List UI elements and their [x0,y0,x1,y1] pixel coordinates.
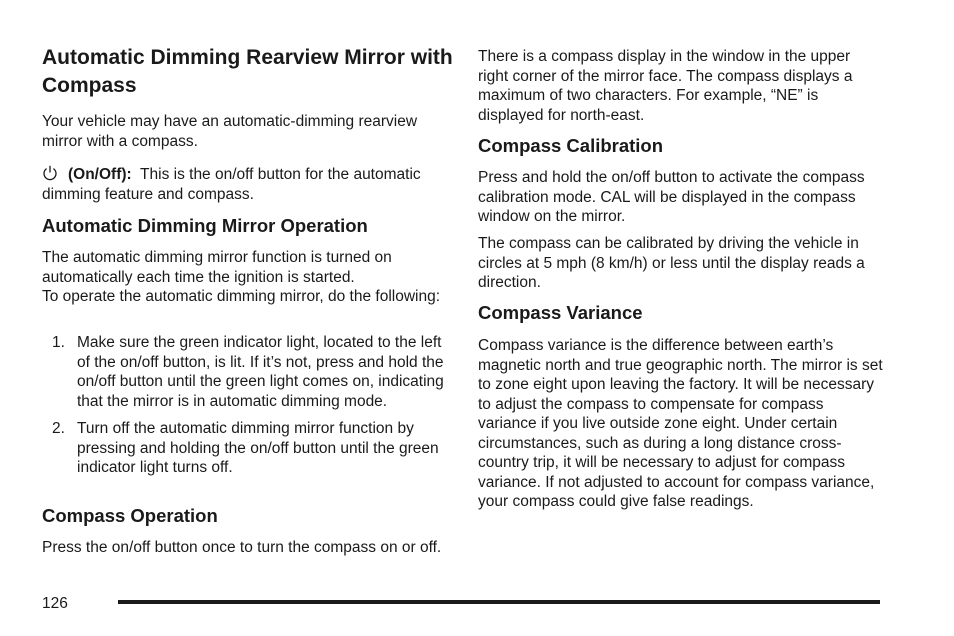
power-icon [42,165,58,181]
onoff-paragraph [42,165,450,204]
calibration-paragraph-1: Press and hold the on/off button to activate the compass calibration mode. CAL will be displayed in the compass window on the mirror. [478,169,865,225]
intro-paragraph: Your vehicle may have an automatic-dimming rearview mirror with a compass. [42,113,418,150]
page-title: Automatic Dimming Rearview Mirror with Compass [42,46,453,97]
onoff-text: This is the on/off button for the automatic dimming feature and compass. [42,166,421,203]
section-heading-compass-calibration: Compass Calibration [478,135,664,156]
section-heading-compass-variance: Compass Variance [478,302,643,323]
mirror-operation-paragraph: The automatic dimming mirror function is turned on automatically each time the ignition is started. [42,249,392,286]
section-heading-mirror-operation: Automatic Dimming Mirror Operation [42,215,368,236]
compass-operation-paragraph: Press the on/off button once to turn the compass on or off. [42,539,442,556]
variance-paragraph: Compass variance is the difference between earth’s magnetic north and true geographic north. The mirror is set to zone eight upon leaving the factory. It will be necessary to adjust the compass to compensate for compass variance if you live outside zone eight. Under certain circumstances, such as during a long distance cross-country trip, it will be necessary to adjust for compass variance. If not adjusted to account for compass variance, your compass could give false readings. [478,337,883,510]
page-number: 126 [42,595,68,612]
section-heading-compass-operation: Compass Operation [42,505,218,526]
onoff-label: (On/Off): [68,166,132,183]
footer-rule [118,600,880,604]
list-item: 1. Make sure the green indicator light, located to the left of the on/off button, is lit. If it’s not, press and hold the on/off button until the green light comes on, indicating that the mirror is in automatic dimming mode. [52,334,444,410]
steps-list [42,333,450,478]
calibration-paragraph-2: The compass can be calibrated by driving the vehicle in circles at 5 mph (8 km/h) or less until the display reads a direction. [478,235,865,291]
compass-display-paragraph: There is a compass display in the window in the upper right corner of the mirror face. The compass displays a maximum of two characters. For example, “NE” is displayed for north-east. [478,48,853,124]
mirror-operation-instructions: To operate the automatic dimming mirror, do the following: [42,288,441,305]
list-item: 2. Turn off the automatic dimming mirror function by pressing and holding the on/off button until the green indicator light turns off. [52,420,439,476]
